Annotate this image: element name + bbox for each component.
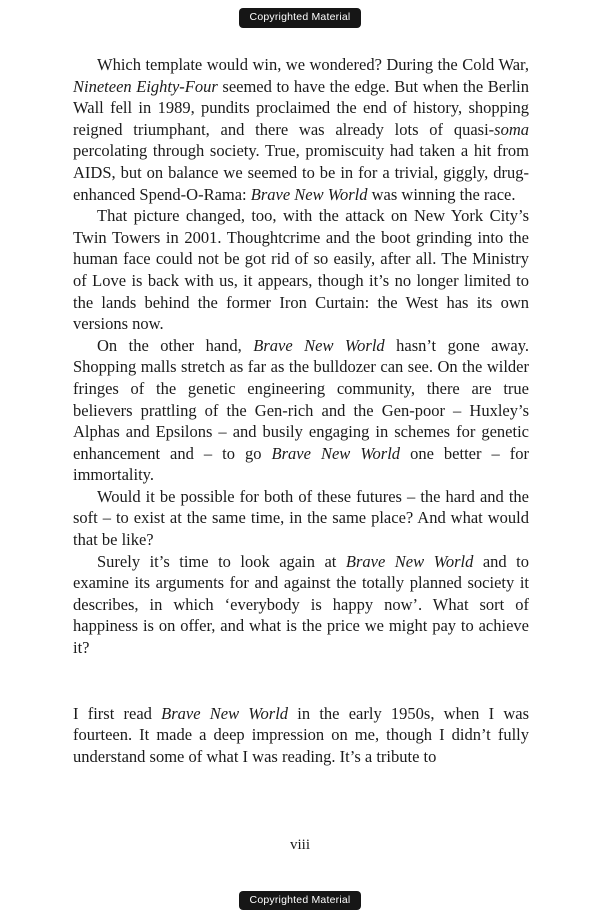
text-segment: percolating through society. True, promiscuity had taken a hit from AIDS, but on balance we seemed to be in for a trivial, giggly, drug-enhanced Spend-O-Rama:	[73, 141, 529, 204]
text-segment: Would it be possible for both of these futures – the hard and the soft – to exist at the same time, in the same place? And what would that be like?	[73, 486, 529, 550]
copyright-badge-bottom-row	[0, 891, 600, 911]
paragraph	[73, 335, 529, 486]
italic-text-segment: Brave New World	[250, 184, 368, 204]
text-segment: seemed to have the edge. But when the Berlin Wall fell in 1989, pundits proclaimed the end of history, shopping reigned triumphant, and there was already lots of quasi-	[73, 76, 529, 139]
italic-text-segment: Brave New World	[345, 551, 474, 571]
text-segment: hasn’t gone away. Shopping malls stretch as far as the bulldozer can see. On the wilder fringes of the genetic engineering community, there are true believers prattling of the Gen-rich and the Gen-poor – Huxley’s Alphas and Epsilons – and busily engaging in schemes for genetic enhancement and – to go	[73, 335, 529, 463]
paragraph	[73, 54, 529, 205]
text-segment: and to examine its arguments for and against the totally planned society it describes, in which ‘everybody is happy now’. What sort of happiness is on offer, and what is the price we might pay to achieve it?	[73, 551, 529, 658]
page-number: viii	[289, 837, 310, 853]
text-segment: I first read	[73, 703, 162, 723]
italic-text-segment: Brave New World	[161, 703, 289, 723]
paragraph	[73, 551, 529, 659]
copyright-badge-top-row	[0, 8, 600, 28]
text-segment: in the early 1950s, when I was fourteen. It made a deep impression on me, though I didn’t fully understand some of what I was reading. It’s a tribute to	[73, 703, 530, 766]
page-body-text	[73, 54, 529, 767]
paragraph	[73, 205, 529, 335]
text-segment: Surely it’s time to look again at	[97, 551, 346, 571]
italic-text-segment: soma	[494, 119, 529, 139]
text-segment: one better – for immortality.	[73, 443, 530, 485]
paragraph	[73, 486, 529, 551]
italic-text-segment: Nineteen Eighty-Four	[73, 76, 218, 96]
copyright-badge-top: Copyrighted Material	[239, 8, 362, 28]
text-segment: was winning the race.	[367, 184, 516, 204]
paragraph	[73, 703, 529, 768]
copyright-badge-bottom: Copyrighted Material	[239, 891, 362, 911]
text-segment: That picture changed, too, with the attack on New York City’s Twin Towers in 2001. Thoughtcrime and the boot grinding into the human face could not be got rid of so easily, after all. The Ministry of Love is back with us, it appears, though it’s no longer limited to the lands behind the former Iron Curtain: the West has its own versions now.	[73, 206, 529, 334]
italic-text-segment: Brave New World	[253, 335, 385, 355]
text-segment: On the other hand,	[97, 335, 254, 355]
text-segment: Which template would win, we wondered? During the Cold War,	[97, 55, 529, 74]
italic-text-segment: Brave New World	[271, 443, 401, 463]
